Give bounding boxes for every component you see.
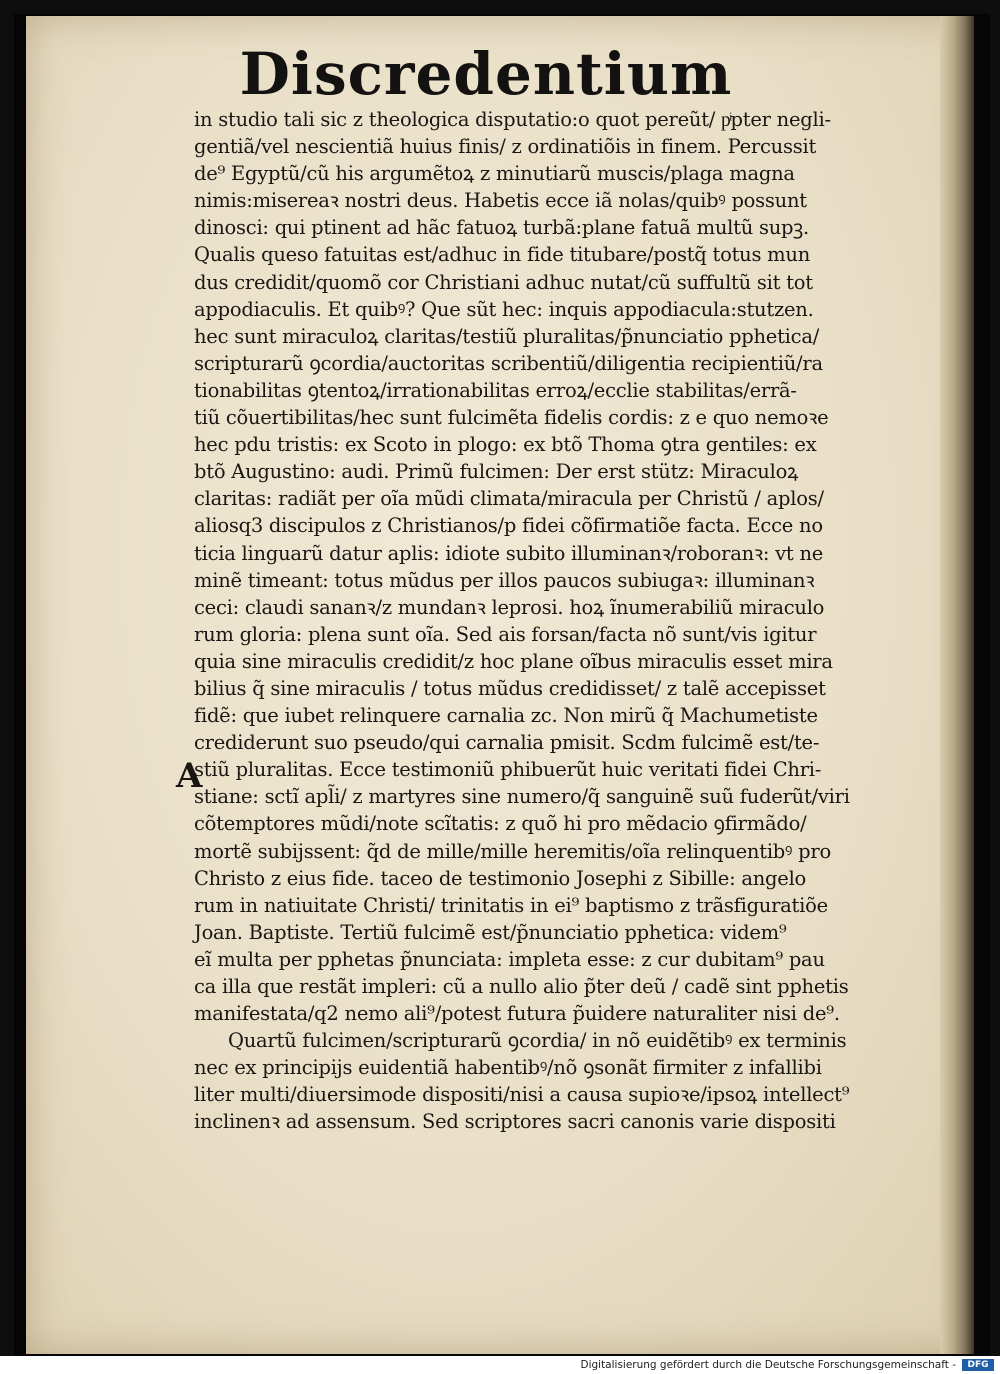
text-line: ca illa que restãt impleri: cũ a nullo alio p̃ter deũ / cadẽ sint pphetis <box>194 975 849 998</box>
text-line: cõtemptores mũdi/note scĩtatis: z quõ hi pro mẽdacio ꝯfirmãdo/ <box>194 812 807 836</box>
text-line: bilius q̃ sine miraculis / totus mũdus credidisset/ z talẽ accepisset <box>194 676 826 700</box>
dfg-logo-icon: DFG <box>962 1359 994 1371</box>
text-line: scripturarũ ꝯcordia/auctoritas scribentiũ/diligentia recipientiũ/ra <box>194 351 823 375</box>
running-head: Discredentium <box>239 40 733 108</box>
text-line: crediderunt suo pseudo/qui carnalia pmisit. Scdm fulcimẽ est/te- <box>194 731 820 755</box>
text-line: ceci: claudi sananꝛ/z mundanꝛ leprosi. hoꝝ ĩnumerabiliũ miraculo <box>194 595 825 619</box>
text-line: ticia linguarũ datur aplis: idiote subito illuminanꝛ/roboranꝛ: vt ne <box>194 541 824 565</box>
text-line: dinosci: qui ptinent ad hãc fatuoꝝ turbã:plane fatuã multũ supꝫ. <box>194 216 809 240</box>
text-line: stiane: sctĩ apl̃i/ z martyres sine numero/q̃ sanguinẽ suũ fuderũt/viri <box>194 785 850 809</box>
text-line: de⁹ Egyptũ/cũ his argumẽtoꝝ z minutiarũ muscis/plaga magna <box>194 162 795 186</box>
text-line: Joan. Baptiste. Tertiũ fulcimẽ est/p̃nunciatio pphetica: videm⁹ <box>194 920 787 944</box>
text-line: nec ex principijs euidentiã habentibꝰ/nõ ꝯsonãt firmiter z infallibi <box>194 1056 822 1080</box>
text-line: fidẽ: que iubet relinquere carnalia zc. Non mirũ q̃ Machumetiste <box>194 704 818 728</box>
text-line: Quartũ fulcimen/scripturarũ ꝯcordia/ in nõ euidẽtibꝰ ex terminis <box>228 1029 847 1053</box>
text-line: rum gloria: plena sunt oĩa. Sed ais forsan/facta nõ sunt/vis igitur <box>194 622 817 646</box>
margin-letter: A <box>176 756 203 796</box>
text-line: Qualis queso fatuitas est/adhuc in fide titubare/postq̃ totus mun <box>194 243 811 267</box>
text-line: Christo z eius fide. taceo de testimonio Josephi z Sibille: angelo <box>194 866 807 890</box>
text-line: rum in natiuitate Christi/ trinitatis in ei⁹ baptismo z trãsfiguratiõe <box>194 893 828 917</box>
text-line: tionabilitas ꝯtentoꝝ/irrationabilitas erroꝝ/ecclie stabilitas/errã- <box>194 378 797 402</box>
text-line: tiũ cõuertibilitas/hec sunt fulcimẽta fidelis cordis: z e quo nemoꝛe <box>194 406 829 430</box>
footer-credit-text: Digitalisierung gefördert durch die Deutsche Forschungsgemeinschaft - <box>580 1359 956 1371</box>
text-line: stiũ pluralitas. Ecce testimoniũ phibuerũt huic veritati fidei Chri- <box>194 758 822 782</box>
body-text <box>194 106 954 1136</box>
text-line: hec pdu tristis: ex Scoto in plogo: ex btõ Thoma ꝯtra gentiles: ex <box>194 433 817 457</box>
text-line: dus credidit/quomõ cor Christiani adhuc nutat/cũ suffultũ sit tot <box>194 270 813 294</box>
text-line: minẽ timeant: totus mũdus per illos paucos subiugaꝛ: illuminanꝛ <box>194 568 815 592</box>
text-line: nimis:misereaꝛ nostri deus. Habetis ecce iã nolas/quibꝰ possunt <box>194 189 807 213</box>
text-line: aliosq3 discipulos z Christianos/p fidei cõfirmatiõe facta. Ecce no <box>194 514 823 538</box>
text-line: claritas: radiãt per oĩa mũdi climata/miracula per Christũ / aplos/ <box>194 487 824 511</box>
text-line: btõ Augustino: audi. Primũ fulcimen: Der erst stütz: Miraculoꝝ <box>194 460 799 484</box>
text-line: liter multi/diuersimode dispositi/nisi a causa supioꝛe/ipsoꝝ intellect⁹ <box>194 1083 850 1107</box>
text-line: appodiaculis. Et quibꝰ? Que sũt hec: inquis appodiacula:stutzen. <box>194 297 814 321</box>
text-line: inclinenꝛ ad assensum. Sed scriptores sacri canonis varie dispositi <box>194 1110 836 1134</box>
text-line: manifestata/q2 nemo ali⁹/potest futura p̃uidere naturaliter nisi de⁹. <box>194 1002 840 1026</box>
text-line: gentiã/vel nescientiã huius finis/ z ordinatiõis in finem. Percussit <box>194 135 817 159</box>
text-line: hec sunt miraculoꝝ claritas/testiũ pluralitas/p̃nunciatio pphetica/ <box>194 324 820 348</box>
footer-bar <box>0 1356 1000 1374</box>
document-page <box>26 16 974 1354</box>
text-line: quia sine miraculis credidit/z hoc plane oĩbus miraculis esset mira <box>194 649 833 673</box>
text-line: eĩ multa per pphetas p̃nunciata: impleta esse: z cur dubitam⁹ pau <box>194 947 825 971</box>
text-line: mortẽ subijssent: q̃d de mille/mille heremitis/oĩa relinquentibꝰ pro <box>194 839 831 863</box>
text-line: in studio tali sic z theologica disputatio:o quot pereũt/ pͥpter negli- <box>194 108 831 131</box>
